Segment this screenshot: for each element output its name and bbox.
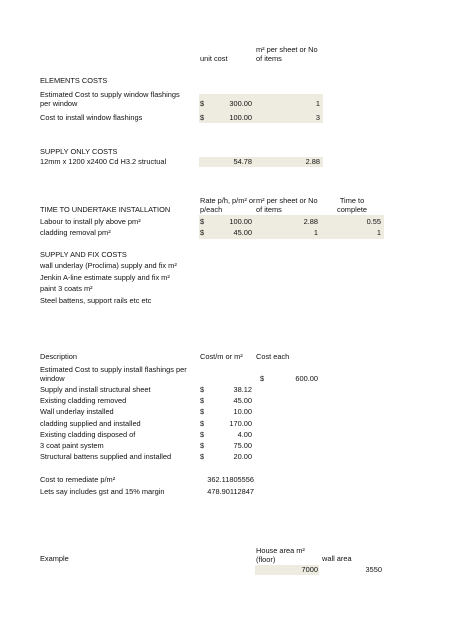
qty-value: 2.88 xyxy=(303,217,318,226)
currency-symbol: $ xyxy=(200,385,205,394)
qty-value: 2.88 xyxy=(305,157,320,166)
cost-value: 300.00 xyxy=(229,99,252,108)
time-value: 0.55 xyxy=(366,217,381,226)
currency-symbol: $ xyxy=(260,374,265,383)
total-label: Cost to remediate p/m² xyxy=(40,475,116,484)
row-label: Structural battens supplied and installed xyxy=(40,452,172,461)
cost-value: 170.00 xyxy=(229,419,252,428)
header-cost-each: Cost each xyxy=(256,352,290,361)
currency-symbol: $ xyxy=(200,441,205,450)
currency-symbol: $ xyxy=(200,396,205,405)
cost-value: 38.12 xyxy=(233,385,252,394)
cost-value: 100.00 xyxy=(229,113,252,122)
currency-symbol: $ xyxy=(200,99,205,108)
section-title-install: TIME TO UNDERTAKE INSTALLATION xyxy=(40,205,171,214)
header-per-sheet: m² per sheet or No of items xyxy=(256,196,318,214)
qty-value: 3 xyxy=(315,113,320,122)
header-house-area: House area m² (floor) xyxy=(256,546,305,564)
currency-symbol: $ xyxy=(200,452,205,461)
list-item: Steel battens, support rails etc etc xyxy=(40,296,152,305)
rate-value: 100.00 xyxy=(229,217,252,226)
row-label: 12mm x 1200 x2400 Cd H3.2 structual xyxy=(40,157,167,166)
currency-symbol: $ xyxy=(200,217,205,226)
wall-area-value: 3550 xyxy=(365,565,382,574)
currency-symbol: $ xyxy=(200,430,205,439)
row-label: Estimated Cost to supply install flashings per window xyxy=(40,365,187,383)
row-label: Existing cladding removed xyxy=(40,396,127,405)
header-per-sheet: m² per sheet or No of items xyxy=(256,45,318,63)
cost-value: 75.00 xyxy=(233,441,252,450)
list-item: paint 3 coats m² xyxy=(40,284,93,293)
cost-value: 20.00 xyxy=(233,452,252,461)
currency-symbol: $ xyxy=(200,228,205,237)
cost-value: 54.78 xyxy=(233,157,252,166)
list-item: wall underlay (Proclima) supply and fix m² xyxy=(40,261,177,270)
cost-value: 45.00 xyxy=(233,396,252,405)
section-title-supply-fix: SUPPLY AND FIX COSTS xyxy=(40,250,127,259)
qty-value: 1 xyxy=(313,228,318,237)
total-value: 478.90112847 xyxy=(207,487,254,496)
row-label: Existing cladding disposed of xyxy=(40,430,136,439)
section-title-supply-only: SUPPLY ONLY COSTS xyxy=(40,147,118,156)
header-unit-cost: unit cost xyxy=(200,54,228,63)
row-label: 3 coat paint system xyxy=(40,441,104,450)
list-item: Jenkin A-line estimate supply and fix m² xyxy=(40,273,170,282)
cost-value: 10.00 xyxy=(233,407,252,416)
time-value: 1 xyxy=(376,228,381,237)
header-description: Description xyxy=(40,352,77,361)
house-area-value: 7000 xyxy=(301,565,318,574)
row-label: cladding supplied and installed xyxy=(40,419,141,428)
currency-symbol: $ xyxy=(200,407,205,416)
currency-symbol: $ xyxy=(200,419,205,428)
cost-each-value: 600.00 xyxy=(295,374,318,383)
header-wall-area: wall area xyxy=(322,554,352,563)
row-label: Supply and install structural sheet xyxy=(40,385,151,394)
row-label: Labour to install ply above pm² xyxy=(40,217,141,226)
row-label: cladding removal pm² xyxy=(40,228,111,237)
section-title-elements: ELEMENTS COSTS xyxy=(40,76,108,85)
row-label: Wall underlay installed xyxy=(40,407,114,416)
total-label: Lets say includes gst and 15% margin xyxy=(40,487,165,496)
example-label: Example xyxy=(40,554,69,563)
qty-value: 1 xyxy=(315,99,320,108)
row-label: Cost to install window flashings xyxy=(40,113,143,122)
rate-value: 45.00 xyxy=(233,228,252,237)
row-label: Estimated Cost to supply window flashings per window xyxy=(40,90,180,108)
header-time: Time to complete xyxy=(337,196,367,214)
currency-symbol: $ xyxy=(200,113,205,122)
header-cost-per-m: Cost/m or m² xyxy=(200,352,243,361)
cost-value: 4.00 xyxy=(237,430,252,439)
header-rate: Rate p/h, p/m² or p/each xyxy=(200,196,256,214)
total-value: 362.11805556 xyxy=(207,475,254,484)
